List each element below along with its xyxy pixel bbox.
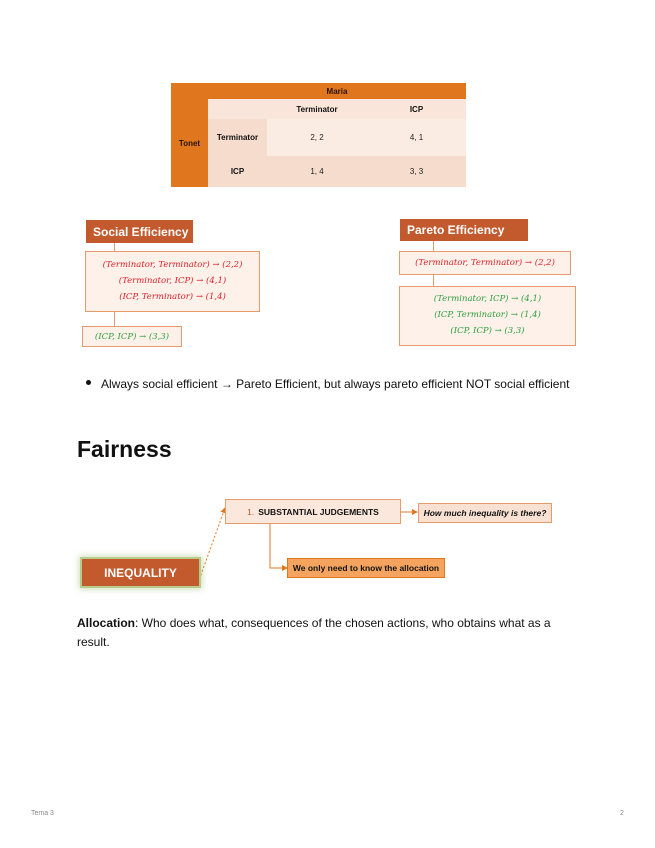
row-player-label: Tonet <box>171 99 208 187</box>
allocation-paragraph <box>77 614 567 652</box>
branch-text: SUBSTANTIAL JUDGEMENTS <box>258 506 379 517</box>
inequality-box: INEQUALITY <box>82 559 199 586</box>
allocation-term: Allocation <box>77 616 136 630</box>
elbow-arrow <box>270 524 287 568</box>
page-number: 2 <box>620 810 624 817</box>
payoff-cell: 4, 1 <box>367 119 466 156</box>
efficiency-item: (Terminator, ICP) → (4,1) <box>433 294 542 304</box>
efficiency-item: (Terminator, ICP) → (4,1) <box>118 276 227 286</box>
efficiency-item: (ICP, ICP) → (3,3) <box>450 326 525 336</box>
branch-number: 1. <box>247 506 255 517</box>
allocation-note-box: We only need to know the allocation <box>287 558 445 578</box>
row-header: Terminator <box>208 119 267 156</box>
allocation-definition: : Who does what, consequences of the chosen actions, who obtains what as a result. <box>77 616 551 649</box>
substantial-judgements-box <box>225 499 401 524</box>
pareto-efficiency-title: Pareto Efficiency <box>400 219 528 241</box>
question-box: How much inequality is there? <box>418 503 552 523</box>
footer-left: Tema 3 <box>31 810 54 817</box>
payoff-cell: 1, 4 <box>267 156 367 187</box>
dashed-arrow <box>198 508 225 583</box>
payoff-cell: 2, 2 <box>267 119 367 156</box>
column-header: Terminator <box>267 99 367 119</box>
efficiency-item: (ICP, Terminator) → (1,4) <box>434 310 541 320</box>
efficiency-item: (ICP, ICP) → (3,3) <box>94 332 170 342</box>
efficiency-item: (ICP, Terminator) → (1,4) <box>119 292 226 302</box>
column-header: ICP <box>367 99 466 119</box>
section-heading: Fairness <box>77 436 172 462</box>
bullet-text: Always social efficient → Pareto Efficient, but always pareto efficient NOT social efficient <box>101 377 570 391</box>
efficiency-item: (Terminator, Terminator) → (2,2) <box>102 260 243 270</box>
payoff-cell: 3, 3 <box>367 156 466 187</box>
social-efficiency-title: Social Efficiency <box>86 220 193 243</box>
column-player-label: Maria <box>208 83 466 99</box>
efficiency-item: (Terminator, Terminator) → (2,2) <box>415 258 555 268</box>
row-header: ICP <box>208 156 267 187</box>
